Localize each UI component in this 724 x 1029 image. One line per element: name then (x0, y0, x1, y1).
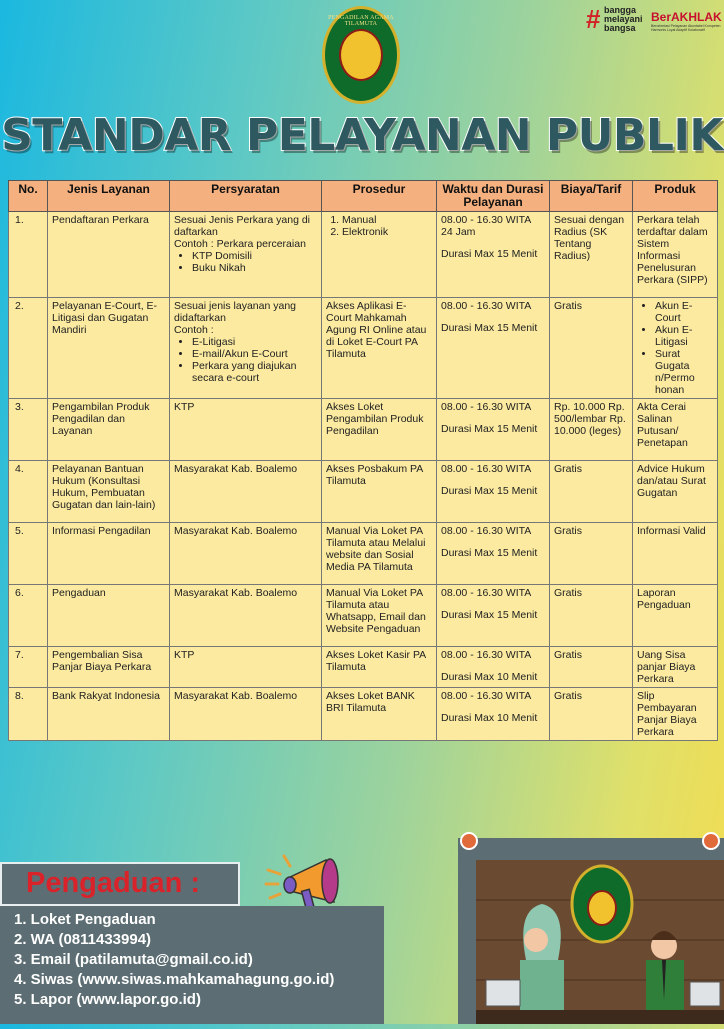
row-biaya: Sesuai dengan Radius (SK Tentang Radius) (550, 212, 633, 298)
berakhlak-logo (651, 10, 721, 32)
row-jenis: Pendaftaran Perkara (48, 212, 170, 298)
office-scene-art (476, 860, 724, 1024)
pushpin-icon (460, 832, 478, 850)
col-header-no: No. (9, 181, 48, 212)
durasi-text: Durasi Max 10 Menit (441, 712, 538, 724)
emblem-shield-icon (339, 29, 383, 81)
office-scene (476, 860, 724, 1024)
standards-table (8, 180, 718, 741)
list-item: • Buku Nikah (192, 262, 317, 274)
row-persyaratan (170, 212, 322, 298)
row-number: 8. (9, 688, 48, 741)
hashtag-icon: # (586, 4, 601, 34)
table-row (9, 647, 718, 688)
row-jenis: Bank Rakyat Indonesia (48, 688, 170, 741)
row-prosedur: Akses Loket Kasir PA Tilamuta (322, 647, 437, 688)
row-produk: Advice Hukum dan/atau Surat Gugatan (633, 461, 718, 523)
syarat-sub: Contoh : (174, 324, 214, 336)
col-header-biaya: Biaya/Tarif (550, 181, 633, 212)
row-produk: Informasi Valid (633, 523, 718, 585)
row-number: 7. (9, 647, 48, 688)
row-biaya: Gratis (550, 688, 633, 741)
produk-list (637, 300, 713, 396)
row-jenis: Pelayanan E-Court, E-Litigasi dan Gugatan Mandiri (48, 298, 170, 399)
row-produk: Slip Pembayaran Panjar Biaya Perkara (633, 688, 718, 741)
table-row (9, 523, 718, 585)
table-row (9, 688, 718, 741)
list-item: 1. Manual (342, 214, 432, 226)
waktu-text: 08.00 - 16.30 WITA 24 Jam (441, 214, 531, 238)
row-waktu (437, 399, 550, 461)
durasi-text: Durasi Max 15 Menit (441, 485, 538, 497)
complaint-item-siwas: 4. Siwas (www.siwas.mahkamahagung.go.id) (14, 971, 335, 988)
berakhlak-subtitle: Berorientasi Pelayanan Akuntabel Kompeten Harmonis Loyal Adaptif Kolaboratif (651, 24, 721, 32)
list-item: • Akun E-Litigasi (655, 324, 713, 348)
waktu-text: 08.00 - 16.30 WITA (441, 649, 532, 661)
col-header-prosedur: Prosedur (322, 181, 437, 212)
row-prosedur: Manual Via Loket PA Tilamuta atau Whatsapp, Email dan Website Pengaduan (322, 585, 437, 647)
row-biaya: Gratis (550, 647, 633, 688)
row-biaya: Rp. 10.000 Rp. 500/lembar Rp. 10.000 (leges) (550, 399, 633, 461)
durasi-text: Durasi Max 15 Menit (441, 547, 538, 559)
syarat-text: Sesuai Jenis Perkara yang di daftarkan (174, 214, 310, 238)
service-standards-table (8, 180, 717, 741)
complaint-title: Pengaduan : (26, 867, 201, 899)
durasi-text: Durasi Max 10 Menit (441, 671, 538, 683)
page-title: STANDAR PELAYANAN PUBLIK (1, 110, 723, 161)
row-biaya: Gratis (550, 585, 633, 647)
bangga-text: bangga melayani bangsa (604, 5, 643, 33)
waktu-text: 08.00 - 16.30 WITA (441, 463, 532, 475)
row-persyaratan: KTP (170, 399, 322, 461)
col-header-produk: Produk (633, 181, 718, 212)
berakhlak-title: BerAKHLAK (651, 10, 722, 24)
complaint-title-box (0, 862, 240, 906)
complaint-item-loket: 1. Loket Pengaduan (14, 911, 156, 928)
emblem-text: PENGADILAN AGAMA TILAMUTA (328, 15, 394, 27)
row-waktu (437, 212, 550, 298)
list-item: • KTP Domisili (192, 250, 317, 262)
syarat-text: Sesuai jenis layanan yang didaftarkan (174, 300, 297, 324)
row-biaya: Gratis (550, 523, 633, 585)
table-row (9, 298, 718, 399)
table-row (9, 585, 718, 647)
row-produk: Laporan Pengaduan (633, 585, 718, 647)
court-emblem-logo (322, 6, 400, 104)
waktu-text: 08.00 - 16.30 WITA (441, 587, 532, 599)
list-item: 2. Elektronik (342, 226, 432, 238)
row-jenis: Pelayanan Bantuan Hukum (Konsultasi Hukum, Pembuatan Gugatan dan lain-lain) (48, 461, 170, 523)
complaint-contacts-box (0, 906, 384, 1024)
list-item: • E-Litigasi (192, 336, 317, 348)
waktu-text: 08.00 - 16.30 WITA (441, 525, 532, 537)
syarat-sub: Contoh : Perkara perceraian (174, 238, 306, 250)
col-header-waktu: Waktu dan Durasi Pelayanan (437, 181, 550, 212)
row-prosedur: Akses Loket Pengambilan Produk Pengadilan (322, 399, 437, 461)
row-biaya: Gratis (550, 298, 633, 399)
row-jenis: Pengaduan (48, 585, 170, 647)
row-persyaratan: KTP (170, 647, 322, 688)
row-persyaratan: Masyarakat Kab. Boalemo (170, 688, 322, 741)
row-produk: Akta Cerai Salinan Putusan/ Penetapan (633, 399, 718, 461)
complaint-contacts-list (14, 910, 334, 1010)
durasi-text: Durasi Max 15 Menit (441, 248, 538, 260)
waktu-text: 08.00 - 16.30 WITA (441, 300, 532, 312)
list-item: • E-mail/Akun E-Court (192, 348, 317, 360)
row-number: 1. (9, 212, 48, 298)
row-prosedur: Akses Aplikasi E-Court Mahkamah Agung RI Online atau di Loket E-Court PA Tilamuta (322, 298, 437, 399)
bangga-melayani-logo (586, 4, 648, 36)
row-number: 5. (9, 523, 48, 585)
waktu-text: 08.00 - 16.30 WITA (441, 401, 532, 413)
row-persyaratan: Masyarakat Kab. Boalemo (170, 461, 322, 523)
durasi-text: Durasi Max 15 Menit (441, 322, 538, 334)
row-jenis: Informasi Pengadilan (48, 523, 170, 585)
row-number: 6. (9, 585, 48, 647)
table-header-row (9, 181, 718, 212)
complaint-item-wa: 2. WA (0811433994) (14, 931, 152, 948)
row-waktu (437, 523, 550, 585)
syarat-list (174, 250, 317, 274)
table-row (9, 461, 718, 523)
row-number: 4. (9, 461, 48, 523)
prosedur-list (326, 214, 432, 238)
list-item: • Surat Gugata n/Permo honan (655, 348, 713, 396)
row-jenis: Pengembalian Sisa Panjar Biaya Perkara (48, 647, 170, 688)
table-row (9, 212, 718, 298)
row-persyaratan (170, 298, 322, 399)
durasi-text: Durasi Max 15 Menit (441, 423, 538, 435)
row-prosedur (322, 212, 437, 298)
syarat-list (174, 336, 317, 384)
list-item: • Perkara yang diajukan secara e-court (192, 360, 317, 384)
table-row (9, 399, 718, 461)
row-produk (633, 298, 718, 399)
row-produk: Perkara telah terdaftar dalam Sistem Informasi Penelusuran Perkara (SIPP) (633, 212, 718, 298)
row-persyaratan: Masyarakat Kab. Boalemo (170, 523, 322, 585)
list-item: • Akun E-Court (655, 300, 713, 324)
row-number: 3. (9, 399, 48, 461)
col-header-persyaratan: Persyaratan (170, 181, 322, 212)
complaint-item-lapor: 5. Lapor (www.lapor.go.id) (14, 991, 201, 1008)
row-biaya: Gratis (550, 461, 633, 523)
complaint-item-email: 3. Email (patilamuta@gmail.co.id) (14, 951, 253, 968)
row-prosedur: Manual Via Loket PA Tilamuta atau Melalui website dan Sosial Media PA Tilamuta (322, 523, 437, 585)
row-persyaratan: Masyarakat Kab. Boalemo (170, 585, 322, 647)
service-illustration (458, 838, 724, 1024)
row-prosedur: Akses Loket BANK BRI Tilamuta (322, 688, 437, 741)
row-prosedur: Akses Posbakum PA Tilamuta (322, 461, 437, 523)
durasi-text: Durasi Max 15 Menit (441, 609, 538, 621)
row-number: 2. (9, 298, 48, 399)
pushpin-icon (702, 832, 720, 850)
row-waktu (437, 585, 550, 647)
row-waktu (437, 647, 550, 688)
row-waktu (437, 688, 550, 741)
row-produk: Uang Sisa panjar Biaya Perkara (633, 647, 718, 688)
col-header-jenis: Jenis Layanan (48, 181, 170, 212)
row-waktu (437, 298, 550, 399)
waktu-text: 08.00 - 16.30 WITA (441, 690, 532, 702)
row-jenis: Pengambilan Produk Pengadilan dan Layanan (48, 399, 170, 461)
row-waktu (437, 461, 550, 523)
